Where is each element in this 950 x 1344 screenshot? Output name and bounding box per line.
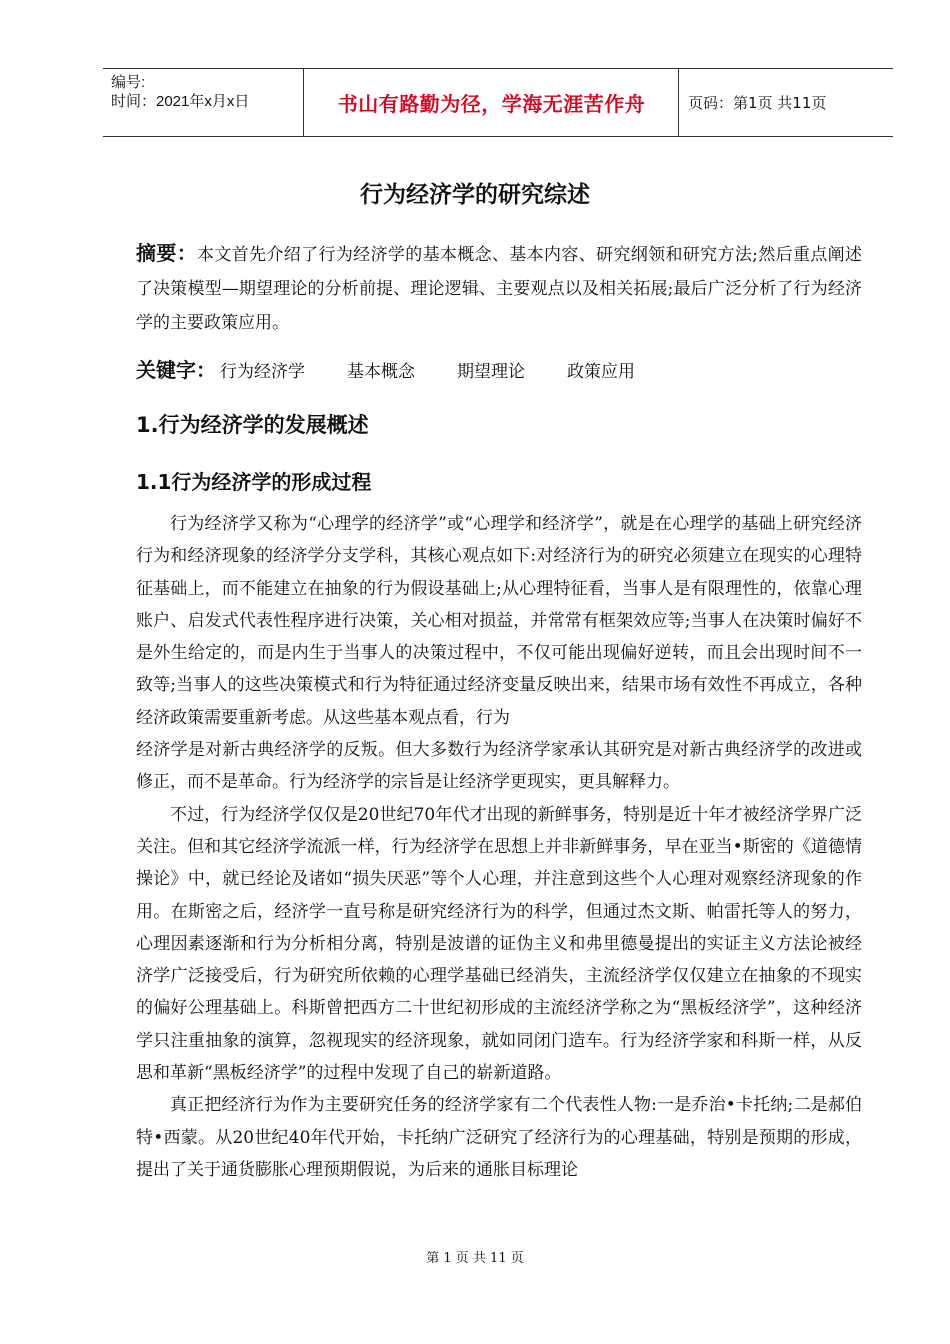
header-motto: 书山有路勤为径，学海无涯苦作舟: [337, 92, 646, 116]
keyword: 基本概念: [347, 362, 415, 382]
keywords: [136, 354, 673, 389]
keyword: 政策应用: [567, 362, 635, 382]
paragraph: 不过，行为经济学仅仅是20世纪70年代才出现的新鲜事务，特别是近十年才被经济学界广泛关注。但和其它经济学流派一样，行为经济学在思想上并非新鲜事务，早在亚当•斯密的《道德情操论》中，就已经论及诸如“损失厌恶”等个人心理，并注意到这些个人心理对观察经济现象的作用。在斯密之后，经济学一直号称是研究经济行为的科学，但通过杰文斯、帕雷托等人的努力，心理因素逐渐和行为分析相分离，特别是波谱的证伪主义和弗里德曼提出的实证主义方法论被经济学广泛接受后，行为研究所依赖的心理学基础已经消失，主流经济学仅仅建立在抽象的不现实的偏好公理基础上。科斯曾把西方二十世纪初形成的主流经济学称之为“黑板经济学”，这种经济学只注重抽象的演算，忽视现实的经济现象，就如同闭门造车。行为经济学家和科斯一样，从反思和革新“黑板经济学”的过程中发现了自己的崭新道路。: [136, 804, 862, 1084]
paragraph: 行为经济学又称为“心理学的经济学”或“心理学和经济学”，就是在心理学的基础上研究经济行为和经济现象的经济学分支学科，其核心观点如下:对经济行为的研究必须建立在现实的心理特征基础上，而不能建立在抽象的行为假设基础上;从心理特征看，当事人是有限理性的，依靠心理账户、启发式代表性程序进行决策，关心相对损益，并常常有框架效应等;当事人在决策时偏好不是外生给定的，而是内生于当事人的决策过程中，不仅可能出现偏好逆转，而且会出现时间不一致等;当事人的这些决策模式和行为特征通过经济变量反映出来，结果市场有效性不再成立，各种经济政策需要重新考虑。从这些基本观点看，行为: [136, 514, 862, 728]
abstract-label: 摘要：: [136, 241, 198, 265]
section-heading: 1.行为经济学的发展概述: [136, 413, 369, 437]
keywords-label: 关键字：: [136, 358, 216, 382]
page-header: [103, 68, 893, 137]
body-text: [136, 508, 862, 1186]
document-title: 行为经济学的研究综述: [360, 182, 590, 208]
header-divider: [303, 69, 304, 136]
keyword: 行为经济学: [220, 362, 305, 382]
keyword: 期望理论: [457, 362, 525, 382]
header-page-info: 页码：第1页 共11页: [688, 94, 827, 112]
abstract-text: 本文首先介绍了行为经济学的基本概念、基本内容、研究纲领和研究方法;然后重点阐述了决策模型—期望理论的分析前提、理论逻辑、主要观点以及相关拓展;最后广泛分析了行为经济学的主要政策应用。: [136, 245, 862, 333]
header-divider: [678, 69, 679, 136]
header-meta: [111, 73, 249, 111]
time-label: 时间：2021年x月x日: [111, 93, 250, 110]
page-footer: 第 1 页 共 11 页: [426, 1251, 524, 1266]
paragraph: 经济学是对新古典经济学的反叛。但大多数行为经济学家承认其研究是对新古典经济学的改进或修正，而不是革命。行为经济学的宗旨是让经济学更现实，更具解释力。: [136, 740, 862, 793]
subsection-heading: 1.1行为经济学的形成过程: [136, 470, 372, 494]
paragraph: 真正把经济行为作为主要研究任务的经济学家有二个代表性人物:一是乔治•卡托纳;二是郝伯特•西蒙。从20世纪40年代开始，卡托纳广泛研究了经济行为的心理基础，特别是预期的形成，提出了关于通货膨胀心理预期假说，为后来的通胀目标理论: [136, 1095, 862, 1180]
number-label: 编号:: [111, 74, 146, 91]
abstract: [136, 236, 862, 340]
